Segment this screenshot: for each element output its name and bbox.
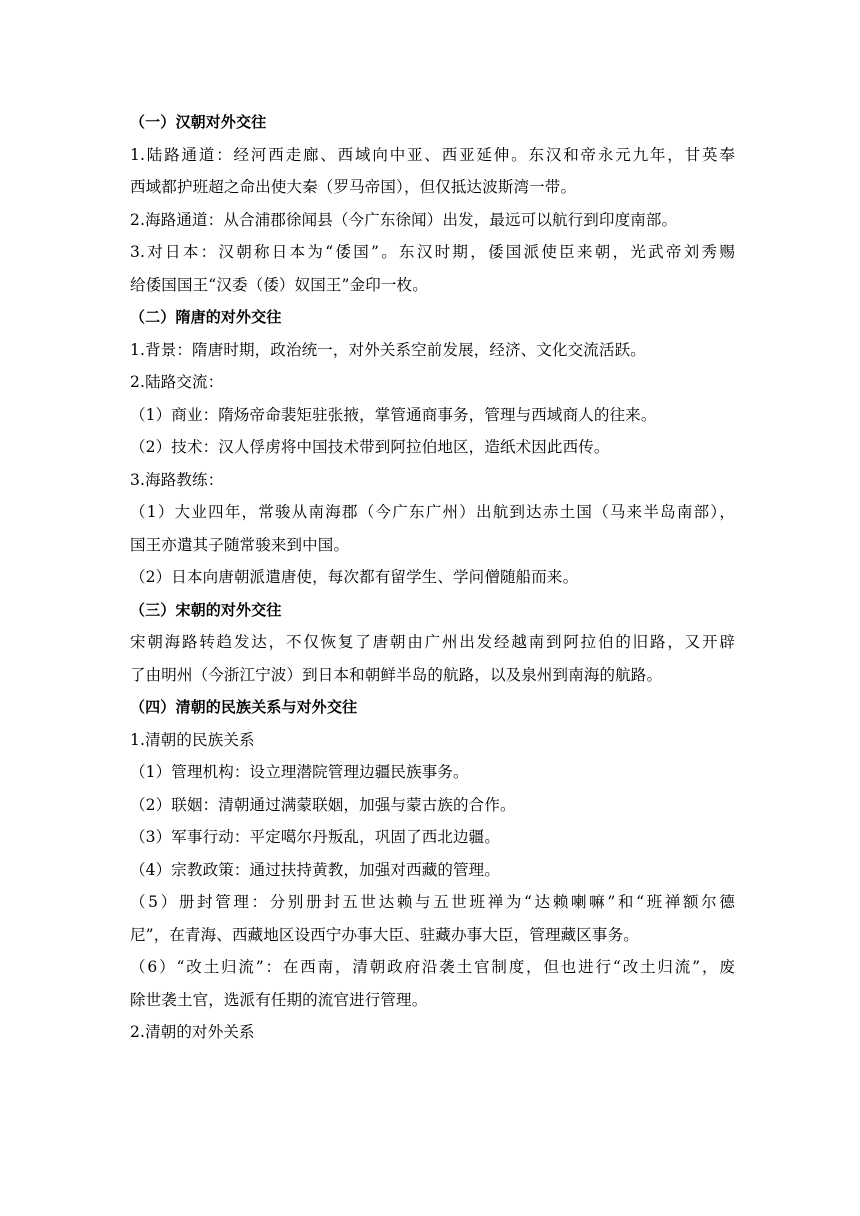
paragraph-line: （2）技术：汉人俘虏将中国技术带到阿拉伯地区，造纸术因此西传。 — [130, 438, 610, 456]
paragraph-line: 3.海路教练： — [130, 470, 224, 489]
paragraph-line: （3）军事行动：平定噶尔丹叛乱，巩固了西北边疆。 — [130, 828, 500, 846]
paragraph-line: 2.清朝的对外关系 — [130, 1023, 255, 1041]
paragraph-line: （2）日本向唐朝派遣唐使，每次都有留学生、学问僧随船而来。 — [130, 568, 579, 586]
paragraph-line: （6）“改土归流”：在西南，清朝政府沿袭土官制度，但也进行“改土归流”，废 — [130, 958, 735, 976]
paragraph-line: 宋朝海路转趋发达，不仅恢复了唐朝由广州出发经越南到阿拉伯的旧路，又开辟 — [130, 633, 735, 651]
paragraph-line: 国王亦遣其子随常骏来到中国。 — [130, 535, 350, 554]
document-page — [130, 106, 735, 1049]
paragraph-line: 给倭国国王“汉委（倭）奴国王”金印一枚。 — [130, 275, 428, 294]
paragraph-line: 除世袭土官，选派有任期的流官进行管理。 — [130, 990, 428, 1009]
paragraph-line: （1）管理机构：设立理潜院管理边疆民族事务。 — [130, 763, 469, 781]
paragraph-line: 2.陆路交流： — [130, 373, 224, 391]
section-heading-suitang: （二）隋唐的对外交往 — [130, 308, 282, 326]
paragraph-line: 3.对日本：汉朝称日本为“倭国”。东汉时期，倭国派使臣来朝，光武帝刘秀赐 — [130, 243, 735, 261]
paragraph-line: 1.清朝的民族关系 — [130, 730, 255, 749]
paragraph-line: （4）宗教政策：通过扶持黄教，加强对西藏的管理。 — [130, 860, 500, 879]
paragraph-line: 2.海路通道：从合浦郡徐闻县（今广东徐闻）出发，最远可以航行到印度南部。 — [130, 210, 678, 229]
paragraph-line: （5）册封管理：分别册封五世达赖与五世班禅为“达赖喇嘛”和“班禅额尔德 — [130, 893, 735, 911]
section-heading-qing: （四）清朝的民族关系与对外交往 — [130, 698, 358, 716]
section-heading-song: （三）宋朝的对外交往 — [130, 600, 282, 619]
paragraph-line: 西域都护班超之命出使大秦（罗马帝国），但仅抵达波斯湾一带。 — [130, 178, 577, 196]
paragraph-line: （2）联姻：清朝通过满蒙联姻，加强与蒙古族的合作。 — [130, 795, 516, 814]
paragraph-line: 了由明州（今浙江宁波）到日本和朝鲜半岛的航路，以及泉州到南海的航路。 — [130, 665, 663, 684]
paragraph-line: 尼”，在青海、西藏地区设西宁办事大臣、驻藏办事大臣，管理藏区事务。 — [130, 925, 639, 944]
section-heading-han: （一）汉朝对外交往 — [130, 113, 267, 131]
paragraph-line: （1）大业四年，常骏从南海郡（今广东广州）出航到达赤土国（马来半岛南部）， — [130, 503, 735, 521]
paragraph-line: （1）商业：隋炀帝命裴矩驻张掖，掌管通商事务，管理与西域商人的往来。 — [130, 405, 657, 424]
paragraph-line: 1.陆路通道：经河西走廊、西域向中亚、西亚延伸。东汉和帝永元九年，甘英奉 — [130, 145, 735, 164]
paragraph-line: 1.背景：隋唐时期，政治统一，对外关系空前发展，经济、文化交流活跃。 — [130, 340, 646, 359]
